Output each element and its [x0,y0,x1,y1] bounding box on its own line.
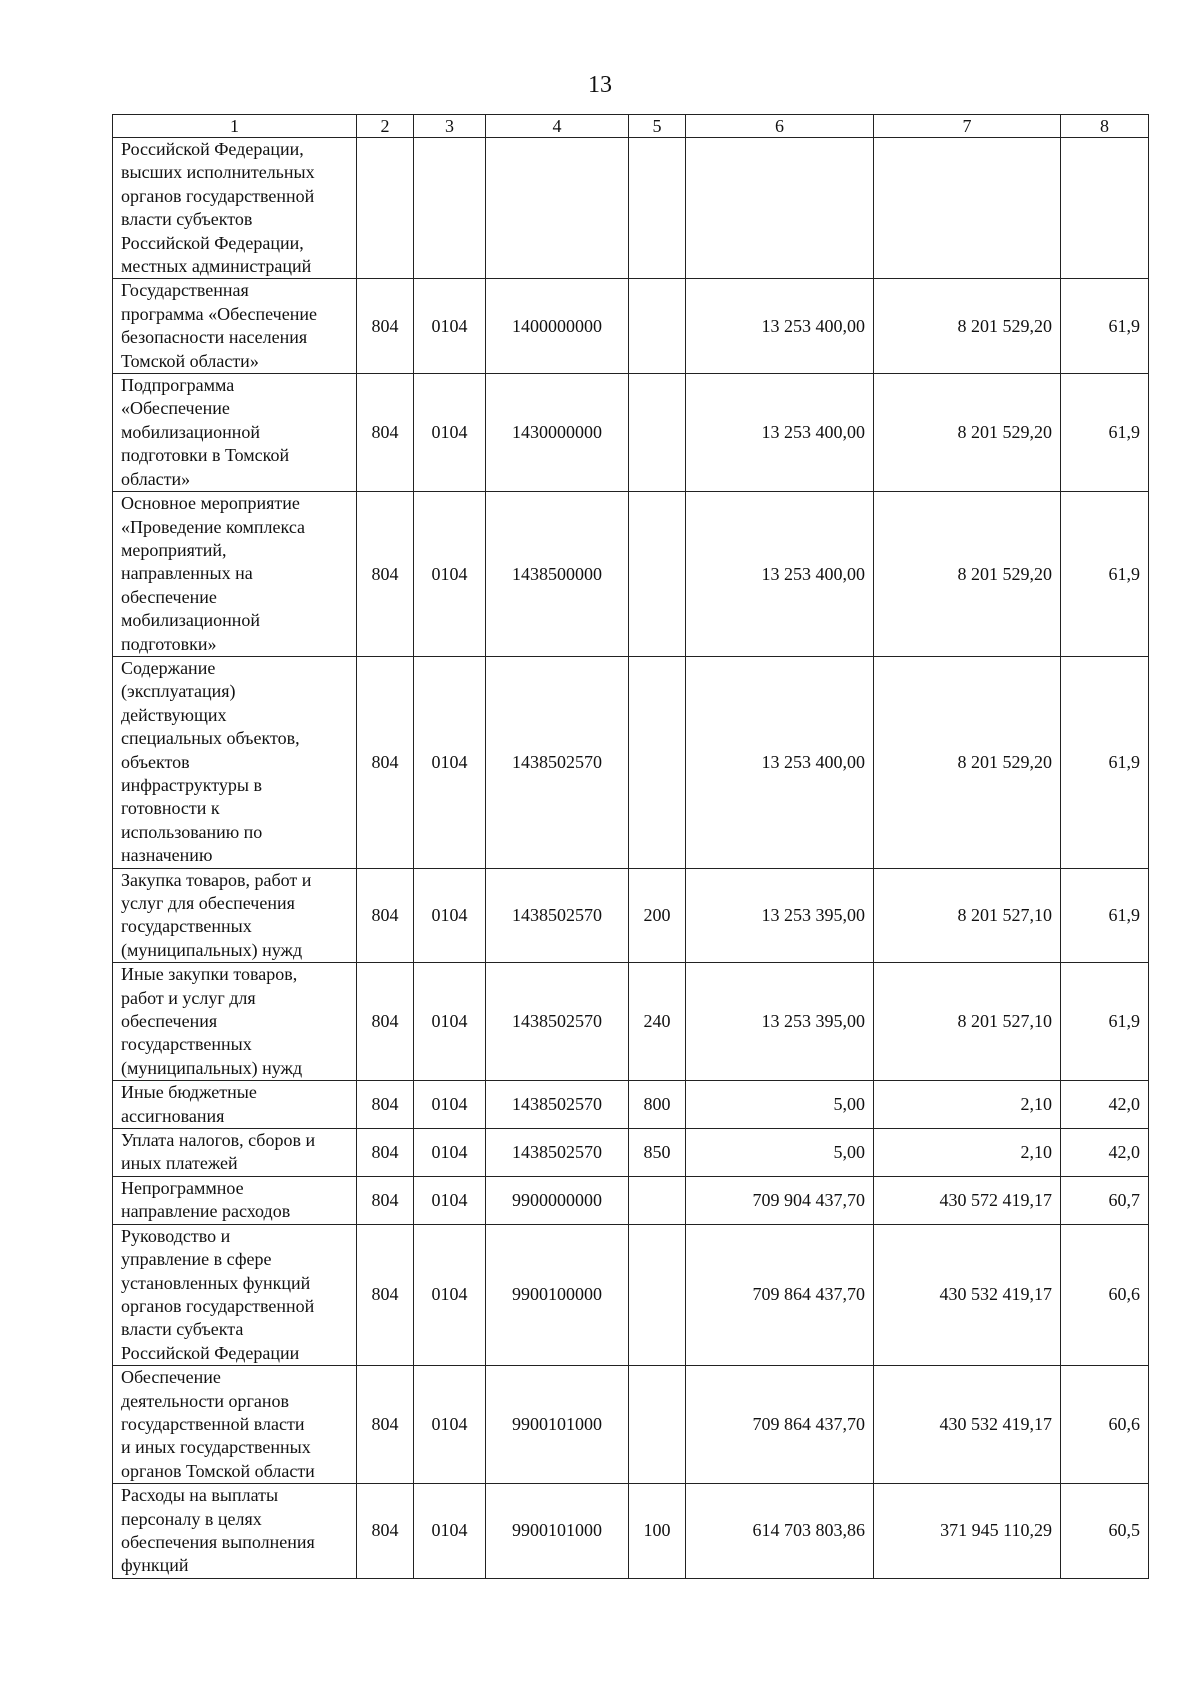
row-name-cell [113,868,357,963]
row-name-line: области» [121,468,191,489]
row-name-line: местных администраций [121,256,312,277]
row-name-line: высших исполнительных [121,162,315,183]
approved-amount-cell: 13 253 400,00 [686,656,874,868]
expense-type-cell [629,492,686,657]
executed-amount-cell: 2,10 [874,1081,1061,1129]
subsection-code-cell: 0104 [414,1176,486,1224]
row-name-line: Основное мероприятие [121,493,300,514]
row-name-line: «Обеспечение [121,398,230,419]
section-code-cell: 804 [357,374,414,492]
subsection-code-cell: 0104 [414,492,486,657]
row-name-line: Российской Федерации, [121,139,304,159]
row-name-cell [113,279,357,374]
percent-cell: 60,5 [1061,1484,1149,1579]
row-name-cell [113,963,357,1081]
table-row [113,1129,1149,1177]
executed-amount-cell: 371 945 110,29 [874,1484,1061,1579]
target-article-cell: 1438502570 [486,868,629,963]
row-name-line: Руководство и [121,1225,231,1246]
subsection-code-cell: 0104 [414,963,486,1081]
expense-type-cell [629,1366,686,1484]
expense-type-cell: 800 [629,1081,686,1129]
row-name-line: подготовки в Томской [121,445,290,466]
target-article-cell: 9900101000 [486,1366,629,1484]
column-header: 7 [874,115,1061,138]
target-article-cell: 9900100000 [486,1224,629,1365]
column-header: 6 [686,115,874,138]
row-name-line: управление в сфере [121,1249,272,1270]
row-name-cell [113,656,357,868]
subsection-code-cell: 0104 [414,1224,486,1365]
row-name-line: инфраструктуры в [121,774,262,795]
row-name-cell [113,138,357,279]
percent-cell: 61,9 [1061,279,1149,374]
row-name-line: государственной власти [121,1413,305,1434]
target-article-cell: 1438502570 [486,1129,629,1177]
row-name-line: использованию по [121,821,263,842]
row-name-line: Российской Федерации, [121,232,304,253]
row-name-line: Подпрограмма [121,375,235,396]
row-name-line: Содержание [121,657,216,678]
budget-table [112,114,1149,1579]
percent-cell: 60,6 [1061,1224,1149,1365]
subsection-code-cell: 0104 [414,279,486,374]
row-name-line: (муниципальных) нужд [121,939,303,960]
table-row [113,1176,1149,1224]
row-name-line: безопасности населения [121,327,308,348]
table-row [113,868,1149,963]
row-name-line: мобилизационной [121,421,261,442]
table-row [113,963,1149,1081]
target-article-cell: 9900000000 [486,1176,629,1224]
row-name-cell [113,1129,357,1177]
row-name-line: Государственная [121,280,249,301]
executed-amount-cell: 430 532 419,17 [874,1224,1061,1365]
row-name-cell [113,374,357,492]
column-header: 4 [486,115,629,138]
percent-cell [1061,138,1149,279]
table-header-row [113,115,1149,138]
percent-cell: 61,9 [1061,656,1149,868]
approved-amount-cell: 5,00 [686,1081,874,1129]
row-name-line: Российской Федерации [121,1342,300,1363]
table-row [113,138,1149,279]
executed-amount-cell: 8 201 529,20 [874,656,1061,868]
row-name-line: услуг для обеспечения [121,893,295,913]
row-name-cell [113,1366,357,1484]
expense-type-cell [629,374,686,492]
table-row [113,1081,1149,1129]
row-name-line: обеспечения выполнения [121,1531,315,1552]
row-name-cell [113,1176,357,1224]
row-name-line: ассигнования [121,1105,225,1126]
row-name-line: Иные бюджетные [121,1082,257,1103]
column-header: 1 [113,115,357,138]
subsection-code-cell: 0104 [414,1081,486,1129]
row-name-line: работ и услуг для [121,987,256,1008]
percent-cell: 42,0 [1061,1129,1149,1177]
row-name-line: (эксплуатация) [121,681,236,702]
row-name-line: государственных [121,916,252,937]
row-name-line: мобилизационной [121,610,261,631]
target-article-cell: 1430000000 [486,374,629,492]
row-name-line: установленных функций [121,1272,311,1293]
expense-type-cell: 100 [629,1484,686,1579]
section-code-cell: 804 [357,868,414,963]
column-header: 5 [629,115,686,138]
executed-amount-cell: 430 532 419,17 [874,1366,1061,1484]
executed-amount-cell: 8 201 529,20 [874,279,1061,374]
section-code-cell: 804 [357,279,414,374]
approved-amount-cell: 709 864 437,70 [686,1366,874,1484]
executed-amount-cell: 8 201 529,20 [874,492,1061,657]
row-name-line: специальных объектов, [121,728,300,749]
table-row [113,656,1149,868]
row-name-line: направление расходов [121,1201,291,1222]
section-code-cell [357,138,414,279]
approved-amount-cell: 13 253 395,00 [686,963,874,1081]
approved-amount-cell [686,138,874,279]
subsection-code-cell: 0104 [414,656,486,868]
column-header: 2 [357,115,414,138]
percent-cell: 60,6 [1061,1366,1149,1484]
row-name-line: назначению [121,845,213,866]
approved-amount-cell: 5,00 [686,1129,874,1177]
target-article-cell: 1400000000 [486,279,629,374]
row-name-line: органов Томской области [121,1460,315,1481]
row-name-line: подготовки» [121,633,217,654]
expense-type-cell [629,1224,686,1365]
expense-type-cell [629,138,686,279]
row-name-line: государственных [121,1034,252,1055]
subsection-code-cell: 0104 [414,868,486,963]
expense-type-cell: 200 [629,868,686,963]
row-name-line: Закупка товаров, работ и [121,869,312,890]
section-code-cell: 804 [357,1366,414,1484]
executed-amount-cell: 430 572 419,17 [874,1176,1061,1224]
expense-type-cell [629,656,686,868]
table-row [113,492,1149,657]
executed-amount-cell [874,138,1061,279]
executed-amount-cell: 8 201 527,10 [874,963,1061,1081]
row-name-cell [113,1224,357,1365]
table-row [113,279,1149,374]
row-name-line: Томской области» [121,350,259,371]
row-name-line: программа «Обеспечение [121,303,317,324]
row-name-line: действующих [121,704,227,725]
approved-amount-cell: 13 253 400,00 [686,492,874,657]
section-code-cell: 804 [357,1224,414,1365]
row-name-line: органов государственной [121,185,315,206]
percent-cell: 61,9 [1061,492,1149,657]
approved-amount-cell: 709 904 437,70 [686,1176,874,1224]
expense-type-cell: 240 [629,963,686,1081]
row-name-cell [113,492,357,657]
approved-amount-cell: 13 253 395,00 [686,868,874,963]
approved-amount-cell: 13 253 400,00 [686,374,874,492]
column-header: 8 [1061,115,1149,138]
row-name-line: «Проведение комплекса [121,516,306,537]
percent-cell: 61,9 [1061,963,1149,1081]
row-name-line: Расходы на выплаты [121,1485,279,1506]
subsection-code-cell: 0104 [414,1366,486,1484]
row-name-line: обеспечения [121,1011,218,1032]
percent-cell: 60,7 [1061,1176,1149,1224]
target-article-cell: 1438502570 [486,656,629,868]
section-code-cell: 804 [357,1129,414,1177]
percent-cell: 61,9 [1061,868,1149,963]
row-name-line: готовности к [121,798,220,819]
row-name-line: власти субъектов [121,209,253,230]
row-name-line: Уплата налогов, сборов и [121,1130,316,1151]
subsection-code-cell: 0104 [414,1484,486,1579]
section-code-cell: 804 [357,1484,414,1579]
row-name-line: органов государственной [121,1295,315,1316]
row-name-line: (муниципальных) нужд [121,1057,303,1078]
table-row [113,1366,1149,1484]
table-body [113,138,1149,1579]
percent-cell: 61,9 [1061,374,1149,492]
row-name-line: Непрограммное [121,1177,244,1198]
executed-amount-cell: 2,10 [874,1129,1061,1177]
target-article-cell: 1438500000 [486,492,629,657]
table-row [113,1224,1149,1365]
target-article-cell [486,138,629,279]
subsection-code-cell: 0104 [414,1129,486,1177]
row-name-line: Иные закупки товаров, [121,964,298,985]
row-name-cell [113,1081,357,1129]
row-name-line: власти субъекта [121,1319,244,1340]
target-article-cell: 9900101000 [486,1484,629,1579]
target-article-cell: 1438502570 [486,963,629,1081]
expense-type-cell [629,279,686,374]
table-row [113,374,1149,492]
percent-cell: 42,0 [1061,1081,1149,1129]
subsection-code-cell [414,138,486,279]
section-code-cell: 804 [357,492,414,657]
row-name-line: объектов [121,751,190,772]
row-name-cell [113,1484,357,1579]
expense-type-cell: 850 [629,1129,686,1177]
row-name-line: мероприятий, [121,539,227,560]
row-name-line: иных платежей [121,1153,238,1174]
row-name-line: направленных на [121,563,253,584]
approved-amount-cell: 13 253 400,00 [686,279,874,374]
target-article-cell: 1438502570 [486,1081,629,1129]
section-code-cell: 804 [357,1176,414,1224]
row-name-line: и иных государственных [121,1437,311,1458]
approved-amount-cell: 709 864 437,70 [686,1224,874,1365]
executed-amount-cell: 8 201 527,10 [874,868,1061,963]
section-code-cell: 804 [357,963,414,1081]
row-name-line: обеспечение [121,586,217,607]
approved-amount-cell: 614 703 803,86 [686,1484,874,1579]
section-code-cell: 804 [357,656,414,868]
row-name-line: Обеспечение [121,1367,221,1388]
column-header: 3 [414,115,486,138]
subsection-code-cell: 0104 [414,374,486,492]
executed-amount-cell: 8 201 529,20 [874,374,1061,492]
page-number: 13 [588,72,612,98]
row-name-line: деятельности органов [121,1390,290,1411]
table-row [113,1484,1149,1579]
section-code-cell: 804 [357,1081,414,1129]
row-name-line: персоналу в целях [121,1508,262,1529]
expense-type-cell [629,1176,686,1224]
row-name-line: функций [121,1555,189,1576]
